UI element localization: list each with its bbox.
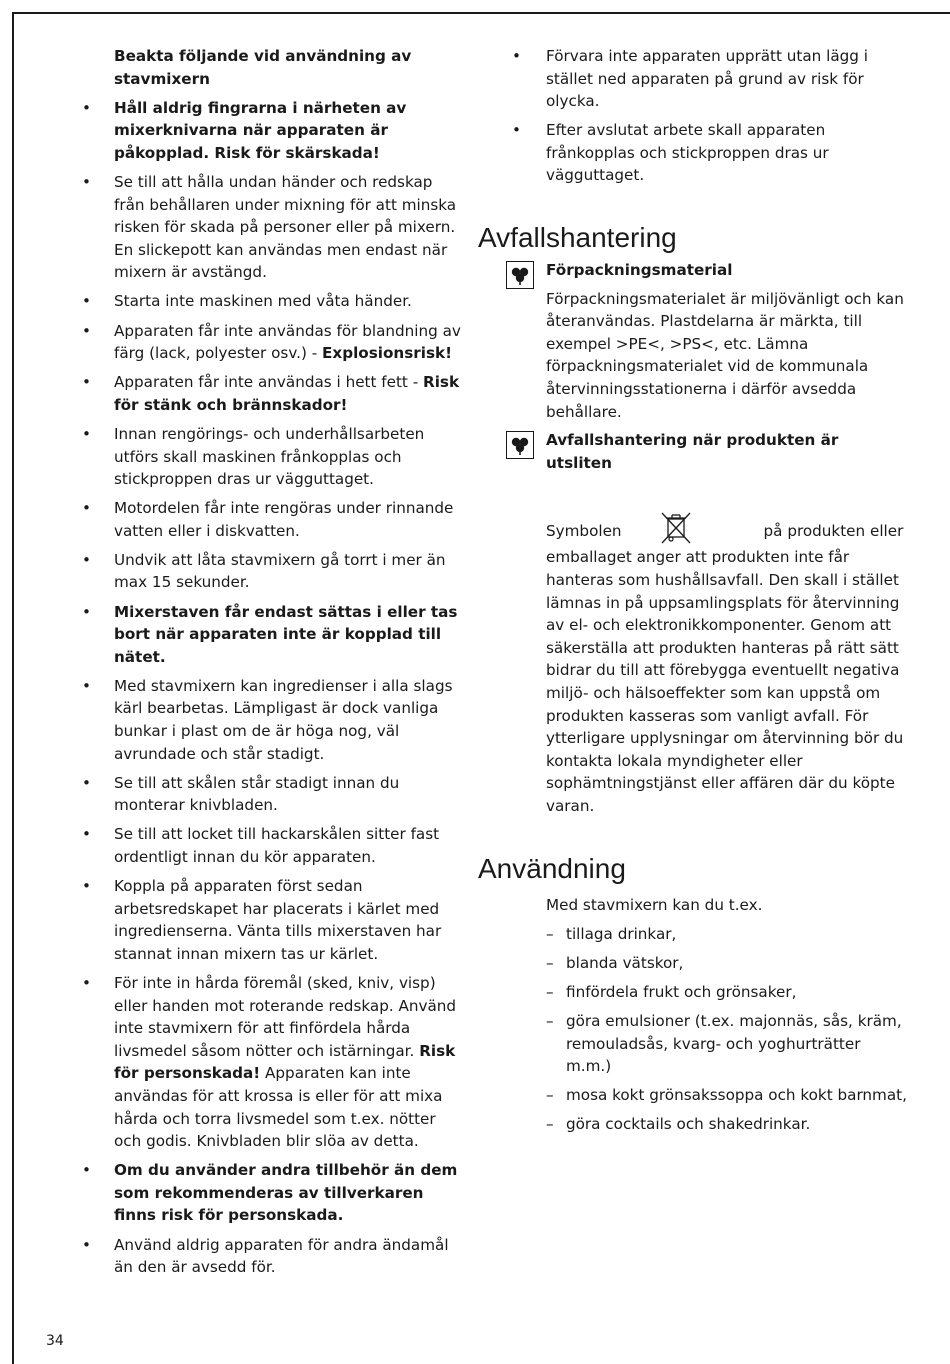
right-column	[478, 45, 908, 1142]
dash: –	[546, 1086, 554, 1105]
item-text	[114, 825, 439, 866]
crossed-out-wheelie-bin-icon	[658, 510, 694, 546]
item-text: Efter avslutat arbete skall apparaten frånkopplas och stickproppen dras ur vägguttaget.	[546, 121, 829, 185]
plain-text: Apparaten kan inte användas för att krossa is eller för att mixa hårda och torra livsmedel som t.ex. nötter och godis. Knivbladen blir slöa av detta.	[114, 1064, 443, 1151]
usage-intro: Med stavmixern kan du t.ex.	[546, 895, 763, 914]
page-number: 34	[46, 1333, 64, 1349]
bullet: •	[512, 47, 521, 65]
safety-list	[78, 97, 466, 1279]
bullet: •	[82, 373, 91, 392]
disposal-heading: Avfallshantering när produkten är utsliten	[546, 431, 839, 472]
list-item	[478, 981, 908, 1004]
list-item	[78, 320, 466, 365]
emphasis-text: Om du använder andra tillbehör än dem som rekommenderas av tillverkaren finns risk för personskada.	[114, 1161, 458, 1225]
emphasis-text: Explosionsrisk!	[322, 344, 453, 363]
list-item	[78, 972, 466, 1153]
right-safety-list	[478, 45, 908, 187]
item-text	[114, 425, 424, 488]
item-text	[114, 1161, 457, 1224]
emphasis-text: Håll aldrig fingrarna i närheten av mixerknivarna när apparaten är påkopplad. Risk för skärskada!	[114, 98, 407, 162]
packaging-heading: Förpackningsmaterial	[546, 261, 733, 280]
list-item	[78, 497, 466, 542]
item-text	[114, 99, 406, 162]
item-text: mosa kokt grönsakssoppa och kokt barnmat,	[566, 1086, 907, 1105]
emphasis-text: Mixerstaven får endast sättas i eller tas bort när apparaten inte är kopplad till nätet.	[114, 602, 458, 666]
plain-text: Med stavmixern kan ingredienser i alla slags kärl bearbetas. Lämpligast är dock vanliga bunkar i plast om de är höga nog, väl avrundade och står stadigt.	[114, 676, 453, 763]
item-text: tillaga drinkar,	[566, 924, 677, 943]
list-item	[78, 423, 466, 491]
disposal-text: emballaget anger att produkten inte får hanteras som hushållsavfall. Den skall i stället lämnas in på uppsamlingsplats för återvinning av el- och elektronikkomponenter. Genom att säkerställa att produkten hanteras på rätt sätt bidrar du till att förebygga eventuellt negativa miljö- och hälsoeffekter som kan uppstå om produkten kasseras som vanligt avfall. För ytterligare upplysningar om återvinning bör du kontakta lokala myndigheter eller sophämtningstjänst eller affären där du köpte varan.	[546, 548, 904, 815]
plain-text: Motordelen får inte rengöras under rinnande vatten eller i diskvatten.	[114, 499, 454, 540]
plain-text: Starta inte maskinen med våta händer.	[114, 292, 412, 311]
dash: –	[546, 1011, 554, 1030]
plain-text: Innan rengörings- och underhållsarbeten utförs skall maskinen frånkopplas och stickproppen dras ur vägguttaget.	[114, 424, 425, 489]
item-text	[114, 173, 456, 281]
plain-text: Koppla på apparaten först sedan arbetsredskapet har placerats i kärlet med ingredienserna. Vänta tills mixerstaven har stannat innan mixern tas ur kärlet.	[114, 877, 442, 963]
list-item	[78, 371, 466, 416]
plain-text: Apparaten får inte användas i hett fett -	[114, 373, 424, 392]
list-item	[478, 1010, 908, 1078]
disposal-block	[478, 429, 908, 817]
list-item	[478, 1084, 908, 1107]
item-text: göra emulsioner (t.ex. majonnäs, sås, kräm, remouladsås, kvarg- och yoghurträtter m.m.)	[566, 1011, 902, 1076]
clover-leaf-icon	[506, 261, 534, 289]
plain-text: Se till att hålla undan händer och redskap från behållaren under mixning för att minska risken för skada på personer eller på mixern. En slickepott kan användas men endast när mixern är avstängd.	[114, 172, 457, 282]
item-text: finfördela frukt och grönsaker,	[566, 982, 797, 1001]
clover-leaf-icon	[506, 431, 534, 459]
section-title-usage: Användning	[478, 852, 626, 884]
dash: –	[546, 1115, 554, 1134]
emphasis-text: Risk för personskada!	[114, 1041, 456, 1083]
symbol-suffix: på produkten eller	[763, 522, 904, 541]
item-text: blanda vätskor,	[566, 953, 684, 972]
dash: –	[546, 924, 554, 943]
list-item	[478, 923, 908, 946]
bullet: •	[82, 676, 91, 695]
item-text: göra cocktails och shakedrinkar.	[566, 1115, 811, 1134]
plain-text: Apparaten får inte användas för blandning av färg (lack, polyester osv.) -	[114, 321, 461, 363]
list-item	[78, 171, 466, 284]
bullet: •	[82, 877, 91, 896]
item-text	[114, 603, 457, 666]
bullet: •	[82, 773, 91, 792]
item-text	[114, 677, 453, 763]
item-text	[114, 1236, 449, 1277]
bullet: •	[82, 172, 91, 191]
bullet: •	[82, 550, 91, 569]
dash: –	[546, 982, 554, 1001]
list-item	[78, 549, 466, 594]
item-text	[114, 774, 399, 815]
page-border-left	[12, 12, 14, 1364]
plain-text: Undvik att låta stavmixern gå torrt i mer än max 15 sekunder.	[114, 550, 446, 592]
list-item	[478, 119, 908, 187]
list-item	[78, 1159, 466, 1227]
list-item	[478, 45, 908, 113]
item-text	[114, 551, 446, 592]
emphasis-text: Risk för stänk och brännskador!	[114, 373, 460, 414]
list-item	[478, 1113, 908, 1136]
plain-text: Använd aldrig apparaten för andra ändamål än den är avsedd för.	[114, 1235, 449, 1277]
bullet: •	[82, 98, 91, 117]
left-column	[78, 45, 466, 1285]
bullet: •	[82, 321, 91, 340]
item-text	[114, 322, 461, 363]
plain-text: Se till att locket till hackarskålen sitter fast ordentligt innan du kör apparaten.	[114, 825, 440, 866]
item-text	[114, 499, 453, 540]
packaging-text: Förpackningsmaterialet är miljövänligt och kan återanvändas. Plastdelarna är märkta, till exempel >PE<, >PS<, etc. Lämna förpackningsmaterialet vid de kommunala återvinningsstationerna i därför avsedda behållare.	[546, 289, 904, 421]
bullet: •	[82, 292, 91, 311]
bullet: •	[82, 602, 91, 621]
item-text	[114, 292, 412, 310]
list-item	[78, 823, 466, 868]
packaging-block	[478, 259, 908, 423]
bullet: •	[82, 1235, 91, 1254]
list-item	[78, 675, 466, 765]
plain-text: För inte in hårda föremål (sked, kniv, visp) eller handen mot roterande redskap. Använd inte stavmixern för att finfördela hårda livsmedel såsom nötter och istärningar.	[114, 973, 457, 1060]
page-border-top	[12, 12, 950, 14]
section-title-waste: Avfallshantering	[478, 222, 677, 254]
symbol-prefix: Symbolen	[546, 522, 622, 541]
plain-text: Se till att skålen står stadigt innan du monterar knivbladen.	[114, 773, 400, 815]
item-text	[114, 877, 441, 963]
list-item	[78, 772, 466, 817]
list-item	[478, 952, 908, 975]
usage-list	[478, 923, 908, 1136]
bullet: •	[512, 121, 521, 140]
list-item	[78, 290, 466, 313]
safety-intro: Beakta följande vid användning av stavmixern	[114, 47, 412, 88]
item-text: Förvara inte apparaten upprätt utan lägg i stället ned apparaten på grund av risk för olycka.	[546, 47, 868, 111]
item-text	[114, 974, 456, 1150]
bullet: •	[82, 424, 91, 443]
bullet: •	[82, 825, 91, 844]
bullet: •	[82, 499, 91, 518]
dash: –	[546, 953, 554, 972]
bullet: •	[82, 973, 91, 992]
list-item	[78, 97, 466, 165]
list-item	[78, 875, 466, 965]
list-item	[78, 1234, 466, 1279]
disposal-symbol-line	[546, 510, 908, 546]
item-text	[114, 373, 459, 414]
list-item	[78, 601, 466, 669]
bullet: •	[82, 1161, 91, 1180]
